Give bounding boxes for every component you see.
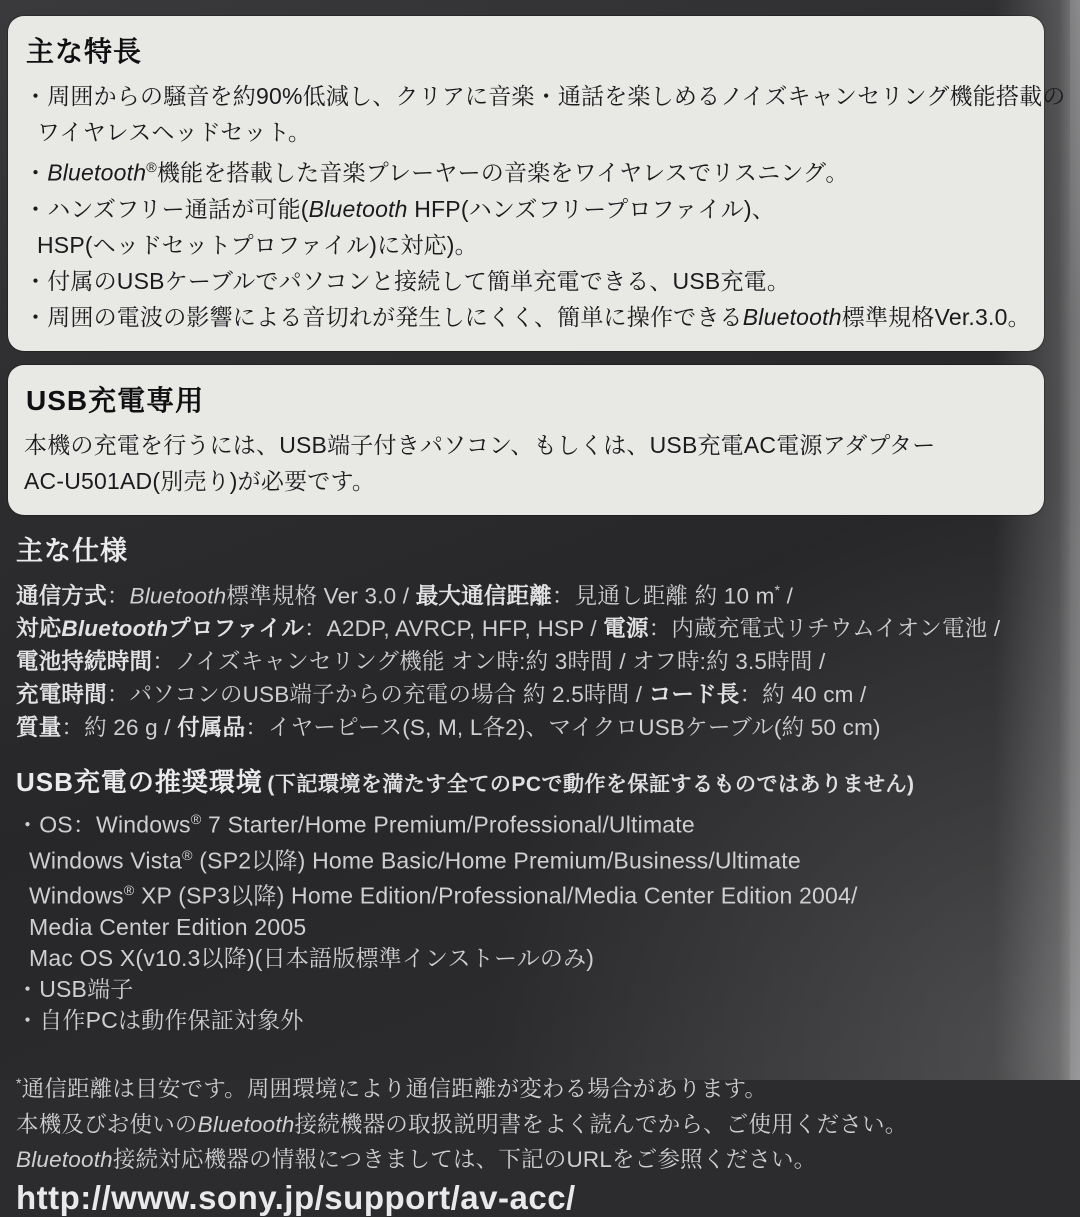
specs-section xyxy=(8,529,1044,745)
feature-line: ワイヤレスヘッドセット。 xyxy=(37,119,312,145)
note-line: Bluetooth接続対応機器の情報につきましては、下記のURLをご参照ください。 xyxy=(16,1146,817,1172)
package-edge-highlight xyxy=(1070,0,1080,1080)
feature-line: ・周囲の電波の影響による音切れが発生しにくく、簡単に操作できるBluetooth標準規格Ver.3.0。 xyxy=(24,303,1031,330)
usb-env-note: (下記環境を満たす全てのPCで動作を保証するものではありません) xyxy=(267,773,915,797)
spec-line: 質量：約 26 g / 付属品：イヤーピース(S, M, L各2)、マイクロUSBケーブル(約 50 cm) xyxy=(16,715,881,741)
spec-line: 電池持続時間：ノイズキャンセリング機能 オン時:約 3時間 / オフ時:約 3.5時間 / xyxy=(16,649,826,675)
support-url: http://www.sony.jp/support/av-acc/ xyxy=(16,1178,576,1216)
specs-heading: 主な仕様 xyxy=(16,535,128,566)
feature-line: ・ハンズフリー通話が可能(Bluetooth HFP(ハンズフリープロファイル)、 xyxy=(24,195,775,222)
usb-only-box xyxy=(8,365,1044,515)
env-line: ・OS：Windows® 7 Starter/Home Premium/Professional/Ultimate xyxy=(16,811,695,838)
feature-line: ・Bluetooth®機能を搭載した音楽プレーヤーの音楽をワイヤレスでリスニング。 xyxy=(24,159,849,186)
usb-env-heading-row xyxy=(16,762,1044,799)
spec-line: 充電時間：パソコンのUSB端子からの充電の場合 約 2.5時間 / コード長：約 40 cm / xyxy=(16,682,867,708)
features-heading: 主な特長 xyxy=(26,36,143,67)
feature-line: ・周囲からの騒音を約90%低減し、クリアに音楽・通話を楽しめるノイズキャンセリング機能搭載の xyxy=(24,83,1066,109)
usb-only-heading: USB充電専用 xyxy=(26,384,205,416)
note-line: 本機及びお使いのBluetooth接続機器の取扱説明書をよく読んでから、ご使用ください。 xyxy=(16,1111,908,1137)
env-line: ・USB端子 xyxy=(16,976,134,1003)
env-line: Media Center Edition 2005 xyxy=(29,914,307,941)
env-line: Windows® XP (SP3以降) Home Edition/Professional/Media Center Edition 2004/ xyxy=(29,883,858,910)
note-line: *通信距離は目安です。周囲環境により通信距離が変わる場合があります。 xyxy=(16,1075,768,1102)
usb-env-heading: USB充電の推奨環境 xyxy=(16,767,263,798)
spec-line: 通信方式：Bluetooth標準規格 Ver 3.0 / 最大通信距離：見通し距離 約 10 m* / xyxy=(16,581,794,609)
env-line: ・自作PCは動作保証対象外 xyxy=(16,1007,304,1034)
usb-only-line: AC-U501AD(別売り)が必要です。 xyxy=(24,467,376,494)
feature-line: HSP(ヘッドセットプロファイル)に対応)。 xyxy=(37,231,478,258)
usb-env-section xyxy=(8,762,1044,1036)
usb-only-line: 本機の充電を行うには、USB端子付きパソコン、もしくは、USB充電AC電源アダプター xyxy=(24,431,936,458)
env-line: Windows Vista® (SP2以降) Home Basic/Home Premium/Business/Ultimate xyxy=(29,847,801,874)
spec-line: 対応Bluetoothプロファイル：A2DP, AVRCP, HFP, HSP / 電源：内蔵充電式リチウムイオン電池 / xyxy=(16,616,1001,642)
footnotes-section xyxy=(8,1066,1044,1217)
feature-line: ・付属のUSBケーブルでパソコンと接続して簡単充電できる、USB充電。 xyxy=(24,267,791,294)
env-line: Mac OS X(v10.3以降)(日本語版標準インストールのみ) xyxy=(29,945,595,972)
features-box xyxy=(8,16,1066,351)
